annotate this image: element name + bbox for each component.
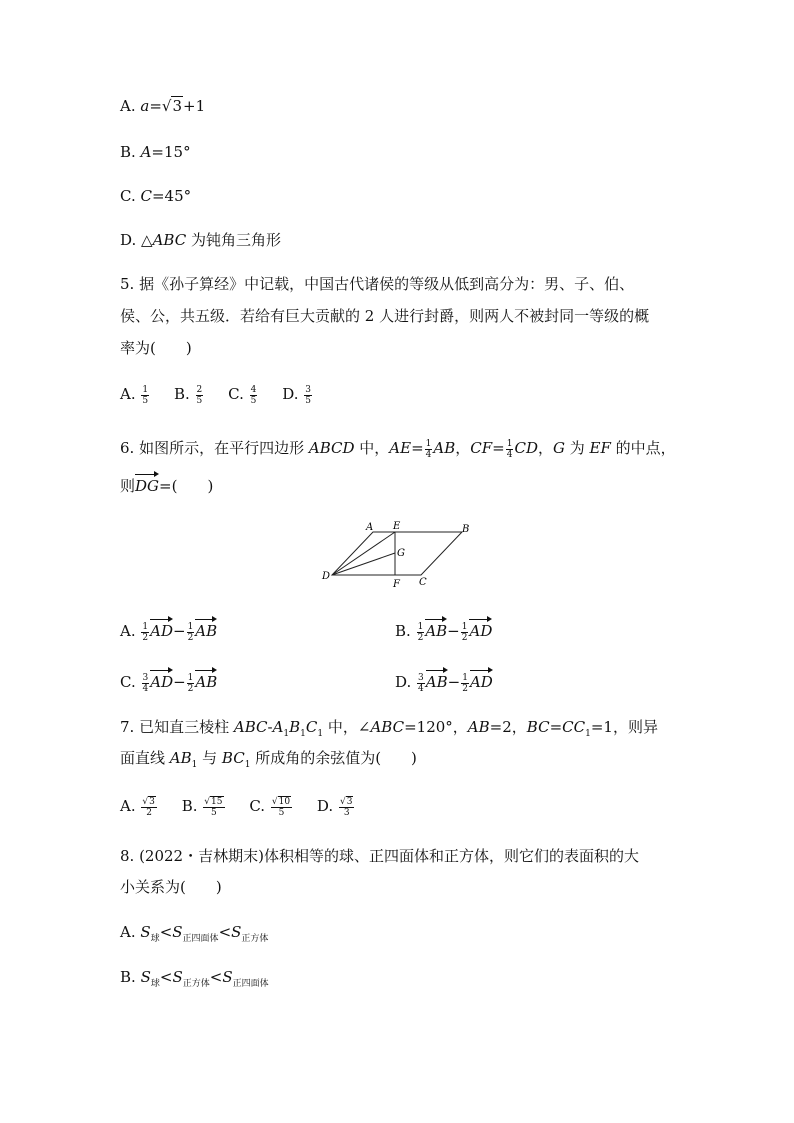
fraction: $\frac{3}{4}$ bbox=[418, 672, 424, 694]
q6-line-2: 则DG=( ) bbox=[120, 472, 213, 496]
fraction: $\frac{3}{5}$ bbox=[305, 384, 311, 406]
point-a-label: A bbox=[366, 522, 374, 533]
fraction: $\frac{√3}{2}$ bbox=[142, 796, 155, 818]
q8-line-1: 8. (2022・吉林期末)体积相等的球、正四面体和正方体，则它们的表面积的大 bbox=[120, 847, 639, 865]
fraction: $\frac{√3}{3}$ bbox=[339, 796, 353, 818]
fraction: $\frac{3}{4}$ bbox=[142, 672, 149, 694]
fraction: $\frac{1}{2}$ bbox=[461, 621, 468, 643]
point-b-label: B bbox=[462, 524, 470, 535]
point-e-label: E bbox=[393, 521, 401, 532]
q7-options: A. $\frac{√3}{2}$ B. $\frac{√15}{5}$ C. $\frac{√10}{5}$ D. $\frac{√3}{3}$ bbox=[120, 796, 353, 818]
fraction: $\frac{1}{2}$ bbox=[417, 621, 424, 643]
q4-option-b: B. A=15° bbox=[120, 143, 191, 161]
fraction: $\frac{2}{5}$ bbox=[196, 384, 203, 406]
q8-option-a: A. $S_球<S_{正四面体}<S_{正方体}$ bbox=[120, 923, 269, 944]
q5-line-1: 5. 据《孙子算经》中记载，中国古代诸侯的等级从低到高分为：男、子、伯、 bbox=[120, 275, 635, 293]
q6-option-a: A. $\frac{1}{2}$ AD− $\frac{1}{2}$ AB bbox=[120, 617, 217, 643]
point-g-label: G bbox=[397, 548, 405, 559]
fraction: $\frac{1}{5}$ bbox=[142, 384, 149, 406]
q4-option-d: D. △ABC 为钝角三角形 bbox=[120, 231, 282, 249]
q4-option-a: A. a=√3+1 bbox=[120, 97, 206, 115]
fraction: $\frac{1}{4}$ bbox=[506, 438, 513, 460]
point-c-label: C bbox=[419, 577, 427, 588]
parallelogram-figure bbox=[318, 518, 478, 590]
q5-options: A. $\frac{1}{5}$ B. $\frac{2}{5}$ C. $\frac{4}{5}$ D. $\frac{3}{5}$ bbox=[120, 384, 311, 406]
q6-option-b: B. $\frac{1}{2}$ AB− $\frac{1}{2}$ AD bbox=[395, 617, 492, 643]
fraction: $\frac{1}{2}$ bbox=[187, 672, 194, 694]
q7-line-2: 面直线 $AB_1$ 与 $BC_1$ 所成角的余弦值为( ) bbox=[120, 749, 417, 770]
fraction: $\frac{1}{2}$ bbox=[462, 672, 468, 694]
point-f-label: F bbox=[393, 579, 400, 590]
fraction: $\frac{4}{5}$ bbox=[250, 384, 257, 406]
q6-option-d: D. $\frac{3}{4}$ AB− $\frac{1}{2}$ AD bbox=[395, 668, 493, 694]
q8-option-b: B. $S_球<S_{正方体}<S_{正四面体}$ bbox=[120, 968, 269, 989]
fraction: $\frac{√10}{5}$ bbox=[271, 796, 291, 818]
point-d-label: D bbox=[322, 571, 331, 582]
fraction: $\frac{1}{2}$ bbox=[142, 621, 149, 643]
q4-option-c: C. C=45° bbox=[120, 187, 192, 205]
q6-option-c: C. $\frac{3}{4}$ AD− $\frac{1}{2}$ AB bbox=[120, 668, 217, 694]
q5-line-2: 侯、公，共五级．若给有巨大贡献的 2 人进行封爵，则两人不被封同一等级的概 bbox=[120, 307, 650, 325]
q8-line-2: 小关系为( ) bbox=[120, 878, 222, 896]
fraction: $\frac{1}{2}$ bbox=[187, 621, 194, 643]
fraction: $\frac{√15}{5}$ bbox=[204, 796, 223, 818]
fraction: $\frac{1}{4}$ bbox=[425, 438, 432, 460]
q6-line-1: 6. 如图所示，在平行四边形 ABCD 中，AE= $\frac{1}{4}$ AB，CF= $\frac{1}{4}$ CD，G 为 EF 的中点， bbox=[120, 438, 676, 460]
q5-line-3: 率为( ) bbox=[120, 339, 192, 357]
q7-line-1: 7. 已知直三棱柱 ABC-$A_1B_1C_1$ 中，∠ABC=120°，AB=2，$BC=CC_1=1$，则异 bbox=[120, 718, 658, 739]
